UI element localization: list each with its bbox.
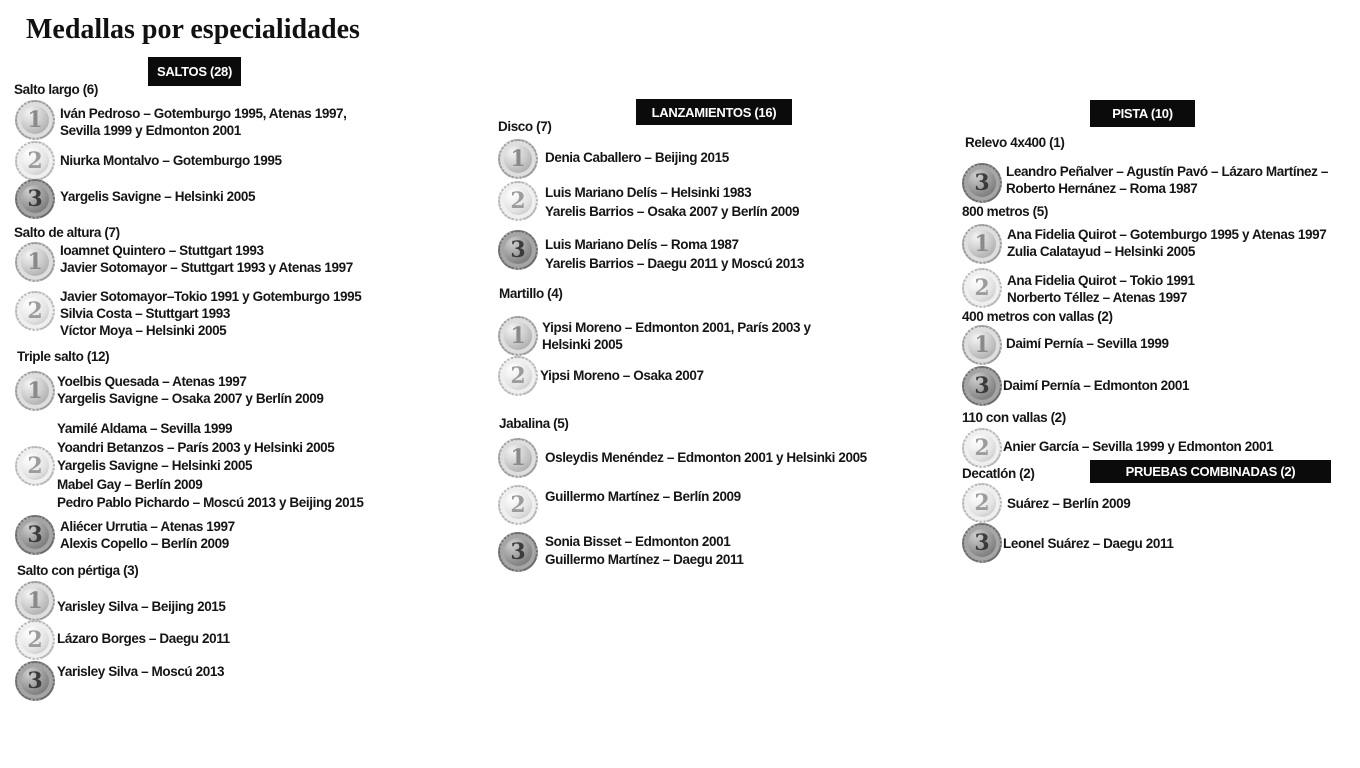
entry-line: Zulia Calatayud – Helsinki 2005	[1007, 244, 1195, 259]
entry-line: Denia Caballero – Beijing 2015	[545, 150, 729, 165]
entry-line: Javier Sotomayor – Stuttgart 1993 y Atenas 1997	[60, 260, 353, 275]
entry-line: Osleydis Menéndez – Edmonton 2001 y Helsinki 2005	[545, 450, 867, 465]
gold-medal-icon: 1	[15, 100, 55, 140]
silver-medal-icon: 2	[498, 356, 538, 396]
silver-medal-icon: 2	[498, 485, 538, 525]
entry-line: Yargelis Savigne – Helsinki 2005	[57, 458, 253, 473]
entry-line: Iván Pedroso – Gotemburgo 1995, Atenas 1997,	[60, 106, 347, 121]
silver-medal-icon: 2	[15, 446, 55, 486]
silver-medal-icon: 2	[15, 141, 55, 181]
section-badge-saltos: SALTOS (28)	[148, 57, 241, 86]
category-jabalina: Jabalina (5)	[499, 416, 569, 431]
category-disco: Disco (7)	[498, 119, 552, 134]
entry-line: Suárez – Berlín 2009	[1007, 496, 1131, 511]
silver-medal-icon: 2	[962, 483, 1002, 523]
bronze-medal-icon: 3	[962, 366, 1002, 406]
entry-line: Yargelis Savigne – Helsinki 2005	[60, 189, 256, 204]
entry-line: Yoelbis Quesada – Atenas 1997	[57, 374, 247, 389]
bronze-medal-icon: 3	[962, 523, 1002, 563]
entry-line: Leandro Peñalver – Agustín Pavó – Lázaro Martínez –	[1006, 164, 1328, 179]
entry-line: Alexis Copello – Berlín 2009	[60, 536, 229, 551]
entry-line: Lázaro Borges – Daegu 2011	[57, 631, 230, 646]
gold-medal-icon: 1	[15, 581, 55, 621]
section-badge-lanzamientos: LANZAMIENTOS (16)	[636, 99, 792, 125]
category-400-vallas: 400 metros con vallas (2)	[962, 309, 1113, 324]
entry-line: Sevilla 1999 y Edmonton 2001	[60, 123, 241, 138]
entry-line: Yamilé Aldama – Sevilla 1999	[57, 421, 233, 436]
entry-line: Mabel Gay – Berlín 2009	[57, 476, 203, 492]
gold-medal-icon: 1	[962, 325, 1002, 365]
category-martillo: Martillo (4)	[499, 286, 563, 301]
entry-line: Yipsi Moreno – Edmonton 2001, París 2003 y	[542, 320, 811, 335]
entry-line: Daimí Pernía – Sevilla 1999	[1006, 336, 1169, 351]
entry-line: Roberto Hernánez – Roma 1987	[1006, 181, 1198, 196]
bronze-medal-icon: 3	[498, 230, 538, 270]
category-decatlon: Decatlón (2)	[962, 466, 1035, 481]
entry-line: Yarelis Barrios – Osaka 2007 y Berlín 2009	[545, 204, 800, 219]
entry-line: Yarelis Barrios – Daegu 2011 y Moscú 2013	[545, 256, 805, 271]
category-salto-altura: Salto de altura (7)	[14, 225, 120, 240]
entry-line: Yarisley Silva – Beijing 2015	[57, 599, 226, 614]
silver-medal-icon: 2	[498, 181, 538, 221]
entry-line: Leonel Suárez – Daegu 2011	[1003, 536, 1174, 551]
bronze-medal-icon: 3	[15, 515, 55, 555]
silver-medal-icon: 2	[15, 620, 55, 660]
entry-line: Luis Mariano Delís – Helsinki 1983	[545, 185, 752, 200]
entry-line: Ioamnet Quintero – Stuttgart 1993	[60, 243, 264, 258]
category-triple-salto: Triple salto (12)	[17, 349, 110, 364]
gold-medal-icon: 1	[15, 371, 55, 411]
entry-line: Pedro Pablo Pichardo – Moscú 2013 y Beijing 2015	[57, 495, 364, 510]
bronze-medal-icon: 3	[962, 163, 1002, 203]
category-110-vallas: 110 con vallas (2)	[962, 410, 1066, 425]
entry-line: Niurka Montalvo – Gotemburgo 1995	[60, 153, 282, 168]
gold-medal-icon: 1	[962, 224, 1002, 264]
category-relevo: Relevo 4x400 (1)	[965, 135, 1065, 150]
silver-medal-icon: 2	[15, 291, 55, 331]
entry-line: Yoandri Betanzos – París 2003 y Helsinki 2005	[57, 439, 335, 455]
gold-medal-icon: 1	[498, 139, 538, 179]
entry-line: Javier Sotomayor–Tokio 1991 y Gotemburgo 1995	[60, 289, 362, 304]
entry-line: Silvia Costa – Stuttgart 1993	[60, 306, 230, 321]
category-800-metros: 800 metros (5)	[962, 204, 1048, 219]
page-title: Medallas por especialidades	[26, 14, 360, 45]
section-badge-pista: PISTA (10)	[1090, 100, 1195, 127]
entry-line: Norberto Téllez – Atenas 1997	[1007, 290, 1187, 305]
bronze-medal-icon: 3	[15, 661, 55, 701]
entry-line: Ana Fidelia Quirot – Tokio 1991	[1007, 273, 1195, 288]
entry-line: Guillermo Martínez – Berlín 2009	[545, 489, 741, 504]
entry-line: Guillermo Martínez – Daegu 2011	[545, 552, 744, 567]
silver-medal-icon: 2	[962, 428, 1002, 468]
gold-medal-icon: 1	[498, 316, 538, 356]
entry-line: Ana Fidelia Quirot – Gotemburgo 1995 y Atenas 1997	[1007, 227, 1327, 242]
bronze-medal-icon: 3	[498, 532, 538, 572]
entry-line: Anier García – Sevilla 1999 y Edmonton 2001	[1003, 439, 1274, 454]
entry-line: Yipsi Moreno – Osaka 2007	[540, 368, 704, 383]
entry-line: Sonia Bisset – Edmonton 2001	[545, 534, 731, 549]
entry-line: Helsinki 2005	[542, 337, 623, 352]
bronze-medal-icon: 3	[15, 179, 55, 219]
gold-medal-icon: 1	[498, 438, 538, 478]
silver-medal-icon: 2	[962, 268, 1002, 308]
entry-line: Yargelis Savigne – Osaka 2007 y Berlín 2009	[57, 391, 324, 406]
entry-line: Luis Mariano Delís – Roma 1987	[545, 237, 739, 252]
entry-line: Aliécer Urrutia – Atenas 1997	[60, 519, 235, 534]
gold-medal-icon: 1	[15, 242, 55, 282]
category-pertiga: Salto con pértiga (3)	[17, 563, 139, 578]
entry-line: Víctor Moya – Helsinki 2005	[60, 323, 227, 338]
category-salto-largo: Salto largo (6)	[14, 82, 99, 97]
section-badge-combinadas: PRUEBAS COMBINADAS (2)	[1090, 460, 1331, 483]
entry-line: Daimí Pernía – Edmonton 2001	[1003, 378, 1190, 393]
entry-line: Yarisley Silva – Moscú 2013	[57, 664, 225, 679]
